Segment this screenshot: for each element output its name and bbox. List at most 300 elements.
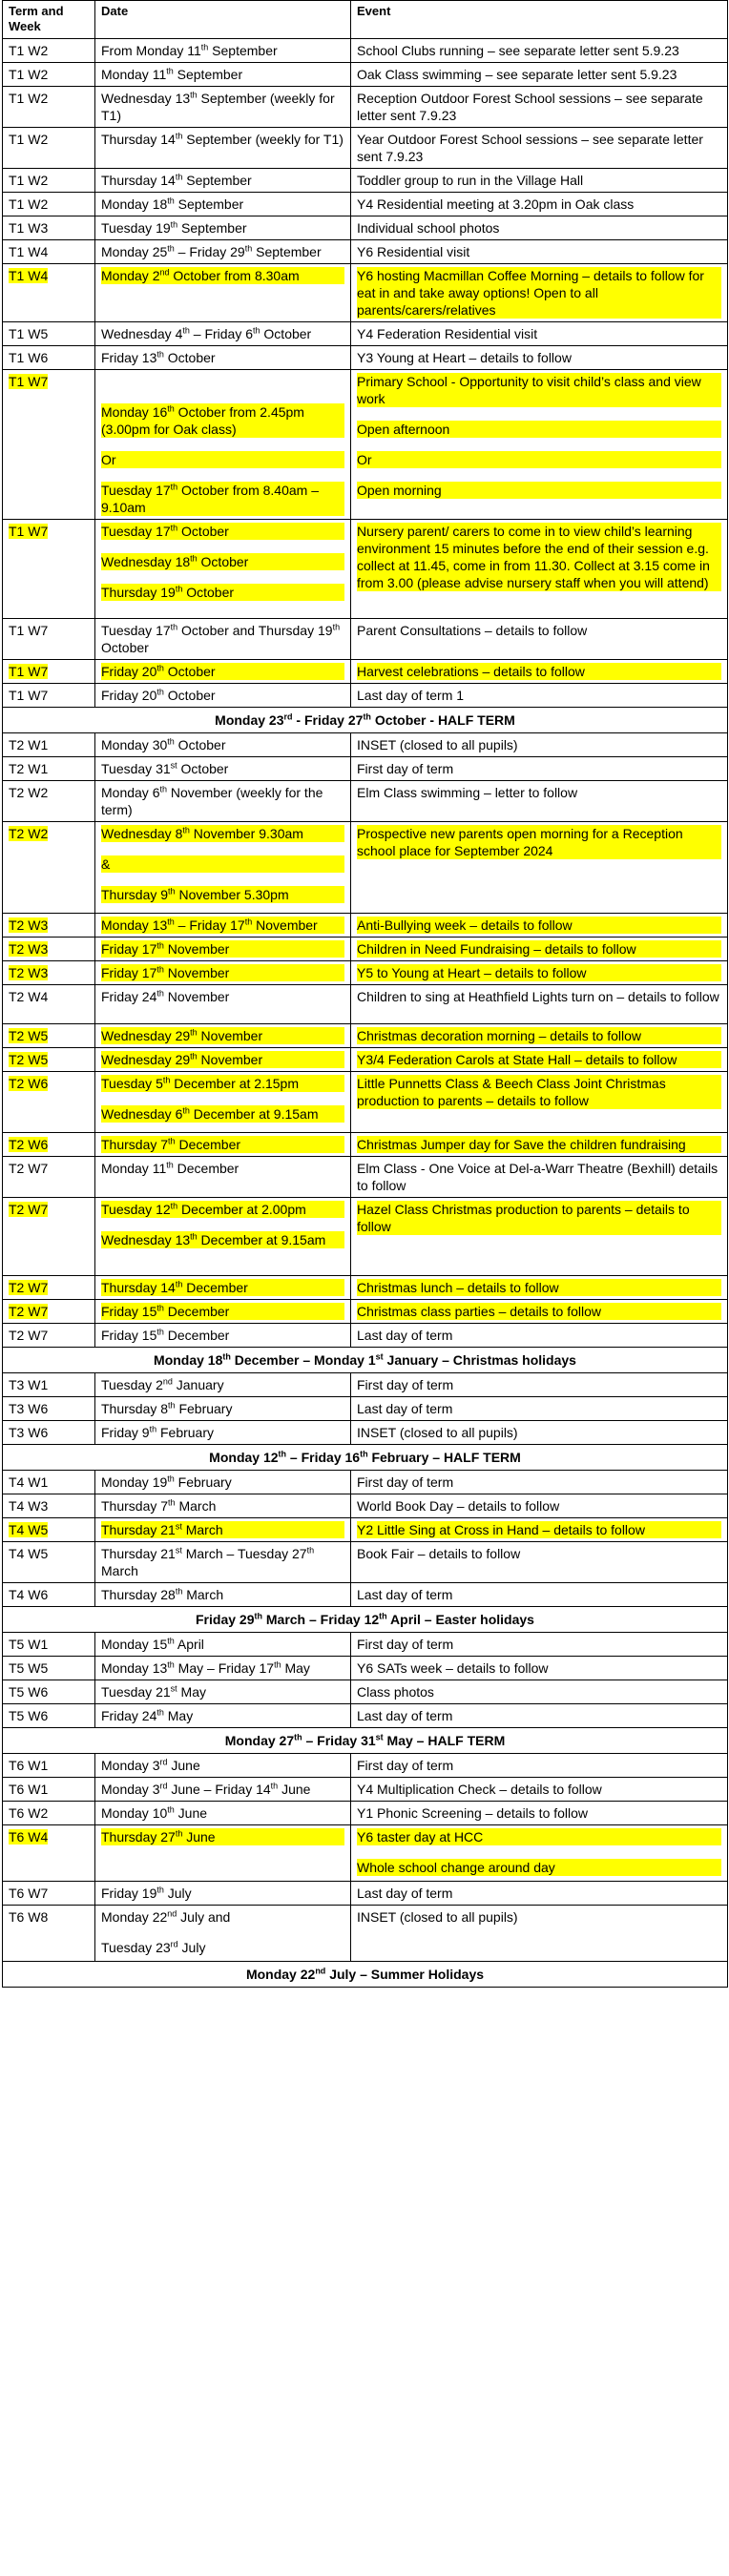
date-line: Or: [101, 451, 344, 468]
event-cell: [351, 781, 728, 822]
date-cell: [95, 370, 351, 520]
event-row: [3, 985, 728, 1024]
date-cell: [95, 169, 351, 193]
term-week-value: T1 W2: [9, 132, 49, 147]
event-line: Toddler group to run in the Village Hall: [357, 173, 584, 188]
event-line: Y4 Residential meeting at 3.20pm in Oak class: [357, 196, 635, 212]
term-week-cell: [3, 520, 95, 619]
date-line: Wednesday 29th November: [101, 1051, 344, 1068]
event-row: [3, 1024, 728, 1048]
event-row: [3, 938, 728, 961]
ordinal-suffix: th: [170, 482, 178, 492]
term-week-value: T5 W1: [9, 1637, 49, 1652]
term-week-value: T2 W3: [9, 917, 49, 933]
date-cell: [95, 1373, 351, 1397]
event-line: Last day of term: [357, 1328, 453, 1343]
date-line: Tuesday 31st October: [101, 760, 229, 776]
term-week-cell: [3, 1157, 95, 1198]
event-cell: [351, 1157, 728, 1198]
event-line: Or: [357, 451, 721, 468]
holiday-label: Monday 27th – Friday 31st May – HALF TERM: [3, 1728, 728, 1754]
date-line: Friday 20th October: [101, 663, 344, 680]
ordinal-suffix: nd: [159, 267, 170, 278]
event-cell: [351, 1754, 728, 1778]
ordinal-suffix: th: [166, 66, 174, 76]
event-cell: [351, 938, 728, 961]
term-week-value: T2 W7: [9, 1328, 49, 1343]
date-cell: [95, 1072, 351, 1133]
date-cell: [95, 128, 351, 169]
term-week-value: T5 W6: [9, 1708, 49, 1723]
ordinal-suffix: st: [175, 1545, 182, 1556]
event-line: World Book Day – details to follow: [357, 1498, 560, 1514]
date-line: Friday 17th November: [101, 940, 344, 958]
ordinal-suffix: th: [156, 940, 164, 951]
date-line: Monday 25th – Friday 29th September: [101, 243, 322, 259]
event-row: [3, 781, 728, 822]
term-week-value: T1 W5: [9, 326, 49, 341]
event-row: [3, 240, 728, 264]
term-week-header: Term and Week: [3, 1, 95, 39]
date-cell: [95, 39, 351, 63]
date-line: Friday 15th December: [101, 1327, 230, 1343]
event-row: [3, 961, 728, 985]
ordinal-suffix: th: [170, 219, 178, 230]
term-week-value: T1 W4: [9, 244, 49, 259]
date-line: Thursday 14th September: [101, 172, 252, 188]
date-line: Thursday 8th February: [101, 1400, 233, 1416]
date-line: Tuesday 17th October from 8.40am – 9.10am: [101, 482, 344, 516]
date-line: Thursday 21st March – Tuesday 27th March: [101, 1545, 315, 1578]
event-line: Christmas decoration morning – details to follow: [357, 1027, 721, 1044]
term-week-cell: [3, 128, 95, 169]
term-week-value: T2 W2: [9, 826, 49, 841]
holiday-label: Monday 23rd - Friday 27th October - HALF TERM: [3, 708, 728, 733]
event-cell: [351, 1373, 728, 1397]
term-week-cell: [3, 684, 95, 708]
event-row: [3, 757, 728, 781]
term-week-cell: [3, 757, 95, 781]
date-cell: [95, 1421, 351, 1445]
date-cell: [95, 1680, 351, 1704]
ordinal-suffix: th: [168, 886, 176, 896]
date-cell: [95, 346, 351, 370]
event-cell: [351, 757, 728, 781]
event-row: [3, 1198, 728, 1276]
date-line: &: [101, 855, 344, 873]
ordinal-suffix: th: [270, 1781, 279, 1791]
event-row: [3, 1324, 728, 1348]
term-week-value: T2 W6: [9, 1076, 49, 1091]
date-cell: [95, 1471, 351, 1494]
term-week-value: T2 W3: [9, 965, 49, 980]
term-week-value: T4 W1: [9, 1474, 49, 1490]
term-week-value: T1 W2: [9, 91, 49, 106]
date-cell: [95, 1397, 351, 1421]
event-row: [3, 193, 728, 216]
event-cell: [351, 1680, 728, 1704]
event-row: [3, 1300, 728, 1324]
event-line: First day of term: [357, 1758, 454, 1773]
term-week-cell: [3, 1072, 95, 1133]
term-week-value: T2 W7: [9, 1161, 49, 1176]
ordinal-suffix: st: [170, 760, 177, 771]
date-cell: [95, 1024, 351, 1048]
date-line: Monday 13th – Friday 17th November: [101, 917, 344, 934]
term-week-cell: [3, 39, 95, 63]
date-line: Thursday 7th March: [101, 1497, 217, 1514]
calendar-rows: [3, 39, 728, 1988]
event-line: Book Fair – details to follow: [357, 1546, 521, 1561]
event-line: Last day of term: [357, 1886, 453, 1901]
event-line: Children to sing at Heathfield Lights turn on – details to follow: [357, 989, 719, 1004]
event-line: Christmas class parties – details to follow: [357, 1303, 721, 1320]
event-line: Parent Consultations – details to follow: [357, 623, 588, 638]
date-line: Tuesday 12th December at 2.00pm: [101, 1201, 344, 1218]
event-row: [3, 1825, 728, 1882]
event-row: [3, 1494, 728, 1518]
event-cell: [351, 1633, 728, 1657]
ordinal-suffix: rd: [159, 1757, 168, 1767]
date-cell: [95, 193, 351, 216]
event-cell: [351, 1542, 728, 1583]
date-line: Wednesday 8th November 9.30am: [101, 825, 344, 842]
date-line: Monday 10th June: [101, 1804, 208, 1821]
event-cell: [351, 370, 728, 520]
term-week-value: T3 W6: [9, 1425, 49, 1440]
event-cell: [351, 961, 728, 985]
term-week-value: T1 W7: [9, 524, 49, 539]
ordinal-suffix: th: [167, 736, 175, 747]
event-line: INSET (closed to all pupils): [357, 1425, 518, 1440]
event-line: Primary School - Opportunity to visit child’s class and view work: [357, 373, 721, 407]
event-cell: [351, 1518, 728, 1542]
event-row: [3, 1704, 728, 1728]
ordinal-suffix: th: [363, 711, 371, 722]
event-row: [3, 1583, 728, 1607]
term-week-value: T6 W4: [9, 1829, 49, 1844]
event-row: [3, 39, 728, 63]
term-week-cell: [3, 1471, 95, 1494]
event-cell: [351, 216, 728, 240]
event-line: Y2 Little Sing at Cross in Hand – details to follow: [357, 1521, 721, 1538]
event-line: First day of term: [357, 1637, 454, 1652]
term-week-cell: [3, 1802, 95, 1825]
event-row: [3, 1133, 728, 1157]
date-line: Friday 13th October: [101, 349, 216, 365]
term-week-cell: [3, 1048, 95, 1072]
date-cell: [95, 1324, 351, 1348]
ordinal-suffix: th: [167, 1659, 175, 1670]
event-line: Y6 hosting Macmillan Coffee Morning – details to follow for eat in and take away options! Open to all parents/carers/relatives: [357, 267, 721, 319]
ordinal-suffix: th: [244, 917, 253, 927]
event-cell: [351, 1825, 728, 1882]
date-line: Friday 15th December: [101, 1303, 344, 1320]
date-line: Monday 13th May – Friday 17th May: [101, 1659, 310, 1676]
event-line: Y6 Residential visit: [357, 244, 470, 259]
date-line: Monday 15th April: [101, 1636, 204, 1652]
date-line: Thursday 14th December: [101, 1279, 344, 1296]
ordinal-suffix: st: [170, 1683, 177, 1694]
event-line: Last day of term: [357, 1401, 453, 1416]
event-line: Y1 Phonic Screening – details to follow: [357, 1805, 589, 1821]
term-week-cell: [3, 1397, 95, 1421]
event-cell: [351, 240, 728, 264]
holiday-row: [3, 1348, 728, 1373]
date-cell: [95, 1276, 351, 1300]
term-week-cell: [3, 822, 95, 914]
event-cell: [351, 733, 728, 757]
term-week-value: T4 W3: [9, 1498, 49, 1514]
date-cell: [95, 1882, 351, 1906]
ordinal-suffix: th: [244, 243, 253, 254]
term-week-cell: [3, 619, 95, 660]
date-cell: [95, 520, 351, 619]
term-week-value: T2 W1: [9, 761, 49, 776]
ordinal-suffix: th: [175, 131, 183, 141]
term-week-cell: [3, 193, 95, 216]
event-cell: [351, 520, 728, 619]
event-line: Y3/4 Federation Carols at State Hall – details to follow: [357, 1051, 721, 1068]
ordinal-suffix: th: [167, 1473, 175, 1484]
term-week-cell: [3, 1276, 95, 1300]
date-cell: [95, 1300, 351, 1324]
ordinal-suffix: th: [149, 1424, 157, 1434]
event-line: Anti-Bullying week – details to follow: [357, 917, 721, 934]
date-cell: [95, 1583, 351, 1607]
term-week-cell: [3, 87, 95, 128]
event-line: Y4 Federation Residential visit: [357, 326, 538, 341]
event-cell: [351, 684, 728, 708]
event-line: Y5 to Young at Heart – details to follow: [357, 964, 721, 981]
event-cell: [351, 619, 728, 660]
ordinal-suffix: th: [190, 1231, 198, 1242]
date-cell: [95, 961, 351, 985]
term-week-cell: [3, 660, 95, 684]
calendar-table: [2, 0, 728, 1988]
event-line: INSET (closed to all pupils): [357, 1909, 518, 1925]
term-week-value: T1 W7: [9, 374, 49, 389]
event-cell: [351, 985, 728, 1024]
ordinal-suffix: th: [156, 349, 164, 360]
ordinal-suffix: th: [332, 622, 341, 632]
event-cell: [351, 660, 728, 684]
ordinal-suffix: th: [175, 172, 183, 182]
ordinal-suffix: th: [175, 584, 183, 594]
date-cell: [95, 1198, 351, 1276]
event-row: [3, 822, 728, 914]
date-cell: [95, 822, 351, 914]
event-line: Whole school change around day: [357, 1859, 721, 1876]
event-row: [3, 63, 728, 87]
event-row: [3, 1882, 728, 1906]
ordinal-suffix: th: [156, 1327, 164, 1337]
event-line: Individual school photos: [357, 220, 500, 236]
event-row: [3, 1802, 728, 1825]
date-cell: [95, 985, 351, 1024]
ordinal-suffix: th: [175, 1828, 183, 1839]
date-cell: [95, 1906, 351, 1962]
event-row: [3, 128, 728, 169]
event-cell: [351, 1778, 728, 1802]
date-line: Thursday 14th September (weekly for T1): [101, 131, 344, 147]
term-week-cell: [3, 1198, 95, 1276]
event-cell: [351, 1906, 728, 1962]
date-line: Monday 30th October: [101, 736, 226, 752]
date-line: Wednesday 29th November: [101, 1027, 344, 1044]
event-row: [3, 1680, 728, 1704]
header-row: [3, 1, 728, 39]
event-row: [3, 1072, 728, 1133]
event-row: [3, 322, 728, 346]
holiday-row: [3, 708, 728, 733]
event-row: [3, 1657, 728, 1680]
term-week-cell: [3, 1583, 95, 1607]
term-week-value: T3 W6: [9, 1401, 49, 1416]
date-cell: [95, 322, 351, 346]
ordinal-suffix: th: [166, 1160, 174, 1170]
event-row: [3, 1633, 728, 1657]
date-cell: [95, 757, 351, 781]
ordinal-suffix: th: [379, 1611, 387, 1621]
ordinal-suffix: th: [360, 1449, 368, 1459]
event-row: [3, 1754, 728, 1778]
event-row: [3, 169, 728, 193]
term-week-cell: [3, 1704, 95, 1728]
date-line: Monday 3rd June: [101, 1757, 200, 1773]
term-week-value: T2 W1: [9, 737, 49, 752]
term-week-cell: [3, 1906, 95, 1962]
event-cell: [351, 1421, 728, 1445]
term-week-value: T6 W2: [9, 1805, 49, 1821]
date-cell: [95, 1825, 351, 1882]
date-cell: [95, 1157, 351, 1198]
holiday-row: [3, 1445, 728, 1471]
holiday-label: Monday 22nd July – Summer Holidays: [3, 1962, 728, 1988]
event-line: Christmas Jumper day for Save the children fundraising: [357, 1136, 721, 1153]
ordinal-suffix: th: [167, 917, 175, 927]
event-cell: [351, 63, 728, 87]
event-line: Little Punnetts Class & Beech Class Joint Christmas production to parents – details to follow: [357, 1075, 721, 1109]
event-line: Christmas lunch – details to follow: [357, 1279, 721, 1296]
ordinal-suffix: th: [156, 988, 164, 999]
date-cell: [95, 914, 351, 938]
event-cell: [351, 1198, 728, 1276]
event-row: [3, 1276, 728, 1300]
date-cell: [95, 1048, 351, 1072]
event-cell: [351, 39, 728, 63]
event-cell: [351, 1882, 728, 1906]
date-line: Thursday 19th October: [101, 584, 344, 601]
ordinal-suffix: th: [156, 1885, 164, 1895]
event-line: First day of term: [357, 1474, 454, 1490]
term-week-value: T4 W6: [9, 1587, 49, 1602]
term-week-value: T1 W6: [9, 350, 49, 365]
term-week-value: T2 W3: [9, 941, 49, 957]
date-cell: [95, 684, 351, 708]
ordinal-suffix: th: [306, 1545, 315, 1556]
date-cell: [95, 264, 351, 322]
holiday-label: Monday 12th – Friday 16th February – HALF TERM: [3, 1445, 728, 1471]
term-week-value: T2 W6: [9, 1137, 49, 1152]
event-cell: [351, 822, 728, 914]
ordinal-suffix: th: [156, 964, 164, 975]
date-line: Tuesday 17th October and Thursday 19th October: [101, 622, 341, 655]
term-week-cell: [3, 985, 95, 1024]
date-line: Tuesday 23rd July: [101, 1939, 206, 1955]
event-cell: [351, 87, 728, 128]
ordinal-suffix: th: [162, 1075, 171, 1085]
event-cell: [351, 1300, 728, 1324]
term-week-value: T2 W7: [9, 1280, 49, 1295]
event-cell: [351, 1397, 728, 1421]
term-week-cell: [3, 1882, 95, 1906]
event-line: First day of term: [357, 1377, 454, 1392]
ordinal-suffix: nd: [162, 1376, 173, 1387]
date-cell: [95, 216, 351, 240]
event-row: [3, 619, 728, 660]
event-row: [3, 914, 728, 938]
event-row: [3, 1048, 728, 1072]
event-line: Last day of term: [357, 1708, 453, 1723]
date-line: Tuesday 19th September: [101, 219, 247, 236]
ordinal-suffix: th: [175, 1586, 183, 1597]
event-line: Prospective new parents open morning for a Reception school place for September 2024: [357, 825, 721, 859]
ordinal-suffix: th: [182, 825, 190, 835]
event-cell: [351, 1276, 728, 1300]
event-cell: [351, 1471, 728, 1494]
term-week-cell: [3, 1494, 95, 1518]
ordinal-suffix: th: [167, 243, 175, 254]
term-week-value: T2 W5: [9, 1028, 49, 1043]
ordinal-suffix: st: [175, 1521, 182, 1532]
date-line: Friday 24th May: [101, 1707, 194, 1723]
term-week-value: T2 W4: [9, 989, 49, 1004]
event-line: Open afternoon: [357, 421, 721, 438]
term-week-cell: [3, 1024, 95, 1048]
date-cell: [95, 1657, 351, 1680]
term-week-cell: [3, 1324, 95, 1348]
ordinal-suffix: nd: [167, 1908, 177, 1919]
date-line: [101, 373, 344, 390]
term-week-cell: [3, 1542, 95, 1583]
holiday-label: Friday 29th March – Friday 12th April – Easter holidays: [3, 1607, 728, 1633]
event-cell: [351, 264, 728, 322]
date-line: Monday 11th December: [101, 1160, 240, 1176]
event-cell: [351, 1324, 728, 1348]
ordinal-suffix: th: [168, 1136, 176, 1146]
ordinal-suffix: th: [182, 325, 190, 336]
ordinal-suffix: rd: [159, 1781, 168, 1791]
ordinal-suffix: st: [375, 1351, 384, 1362]
term-week-value: T6 W1: [9, 1782, 49, 1797]
term-week-cell: [3, 1680, 95, 1704]
date-cell: [95, 1494, 351, 1518]
date-line: Tuesday 2nd January: [101, 1376, 224, 1392]
ordinal-suffix: th: [170, 523, 178, 533]
ordinal-suffix: th: [190, 90, 198, 100]
event-cell: [351, 346, 728, 370]
ordinal-suffix: th: [167, 196, 175, 206]
date-cell: [95, 63, 351, 87]
event-line: Elm Class - One Voice at Del-a-Warr Theatre (Bexhill) details to follow: [357, 1161, 719, 1193]
term-week-value: T1 W2: [9, 173, 49, 188]
term-week-cell: [3, 240, 95, 264]
term-week-value: T6 W7: [9, 1886, 49, 1901]
event-cell: [351, 1704, 728, 1728]
date-line: Tuesday 17th October: [101, 523, 344, 540]
ordinal-suffix: th: [170, 622, 178, 632]
